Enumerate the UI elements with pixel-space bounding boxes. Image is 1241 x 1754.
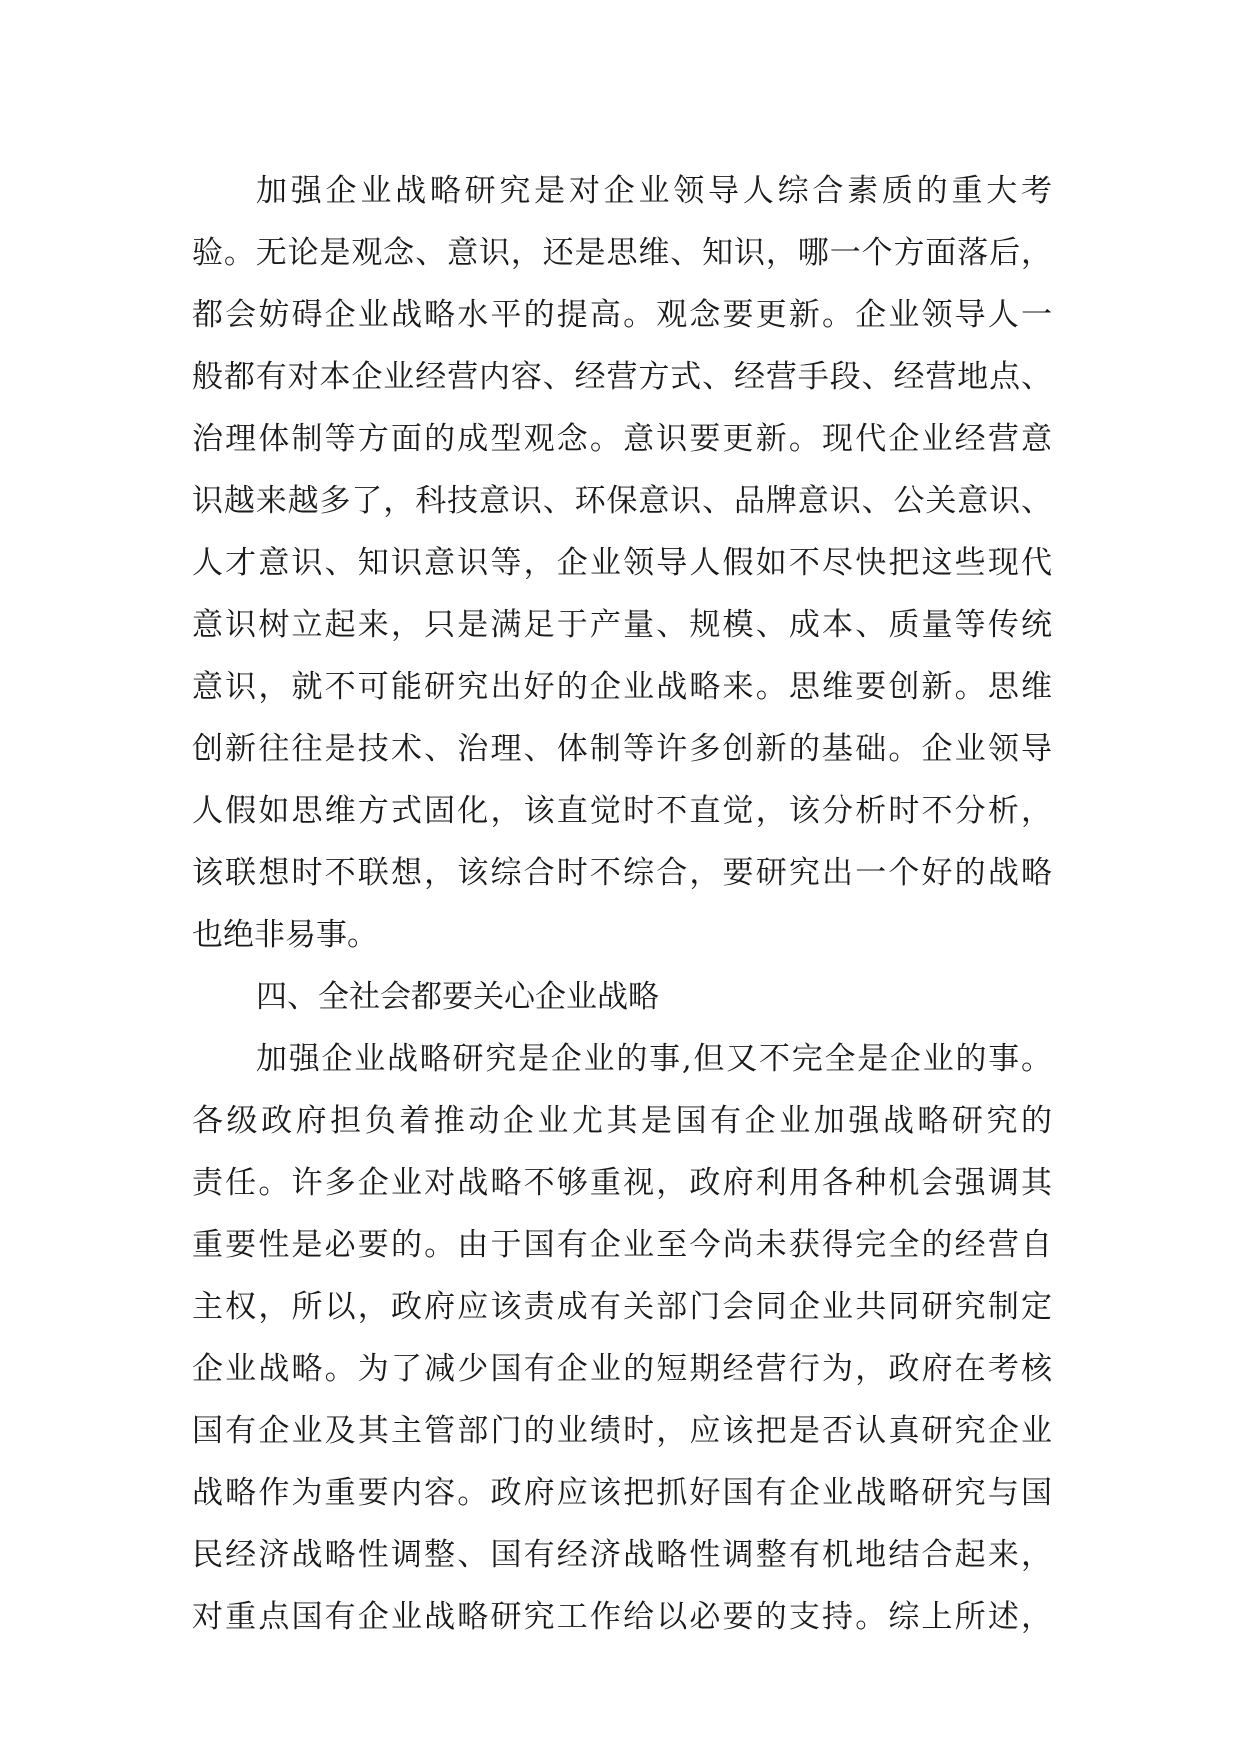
text-line: 责任。许多企业对战略不够重视，政府利用各种机会强调其 [192, 1165, 1052, 1201]
text-line: 企业战略。为了减少国有企业的短期经营行为，政府在考核 [192, 1351, 1052, 1387]
text-line: 战略作为重要内容。政府应该把抓好国有企业战略研究与国 [192, 1475, 1052, 1511]
section-heading [192, 966, 1052, 1028]
text-line: 加强企业战略研究是企业的事,但又不完全是企业的事。 [256, 1041, 1052, 1077]
text-line: 般都有对本企业经营内容、经营方式、经营手段、经营地点、 [192, 359, 1052, 395]
paragraph-1 [192, 160, 1052, 966]
text-line: 治理体制等方面的成型观念。意识要更新。现代企业经营意 [192, 421, 1052, 457]
text-line: 验。无论是观念、意识，还是思维、知识，哪一个方面落后， [192, 235, 1052, 271]
document-body [192, 160, 1052, 1648]
text-line: 该联想时不联想，该综合时不综合，要研究出一个好的战略 [192, 855, 1052, 891]
text-line: 也绝非易事。 [192, 917, 378, 953]
text-line: 各级政府担负着推动企业尤其是国有企业加强战略研究的 [192, 1103, 1052, 1139]
text-line: 重要性是必要的。由于国有企业至今尚未获得完全的经营自 [192, 1227, 1052, 1263]
text-line: 民经济战略性调整、国有经济战略性调整有机地结合起来， [192, 1537, 1052, 1573]
text-line: 加强企业战略研究是对企业领导人综合素质的重大考 [256, 173, 1052, 209]
text-line: 意识，就不可能研究出好的企业战略来。思维要创新。思维 [192, 669, 1052, 705]
text-line: 都会妨碍企业战略水平的提高。观念要更新。企业领导人一 [192, 297, 1052, 333]
text-line: 识越来越多了，科技意识、环保意识、品牌意识、公关意识、 [192, 483, 1052, 519]
text-line: 主权，所以，政府应该责成有关部门会同企业共同研究制定 [192, 1289, 1052, 1325]
text-line: 人才意识、知识意识等，企业领导人假如不尽快把这些现代 [192, 545, 1052, 581]
text-line: 人假如思维方式固化，该直觉时不直觉，该分析时不分析， [192, 793, 1052, 829]
paragraph-2 [192, 1028, 1052, 1648]
text-line: 创新往往是技术、治理、体制等许多创新的基础。企业领导 [192, 731, 1052, 767]
text-line: 国有企业及其主管部门的业绩时，应该把是否认真研究企业 [192, 1413, 1052, 1449]
section-heading-text: 四、全社会都要关心企业战略 [256, 979, 659, 1015]
text-line: 意识树立起来，只是满足于产量、规模、成本、质量等传统 [192, 607, 1052, 643]
text-line: 对重点国有企业战略研究工作给以必要的支持。综上所述， [192, 1599, 1052, 1635]
